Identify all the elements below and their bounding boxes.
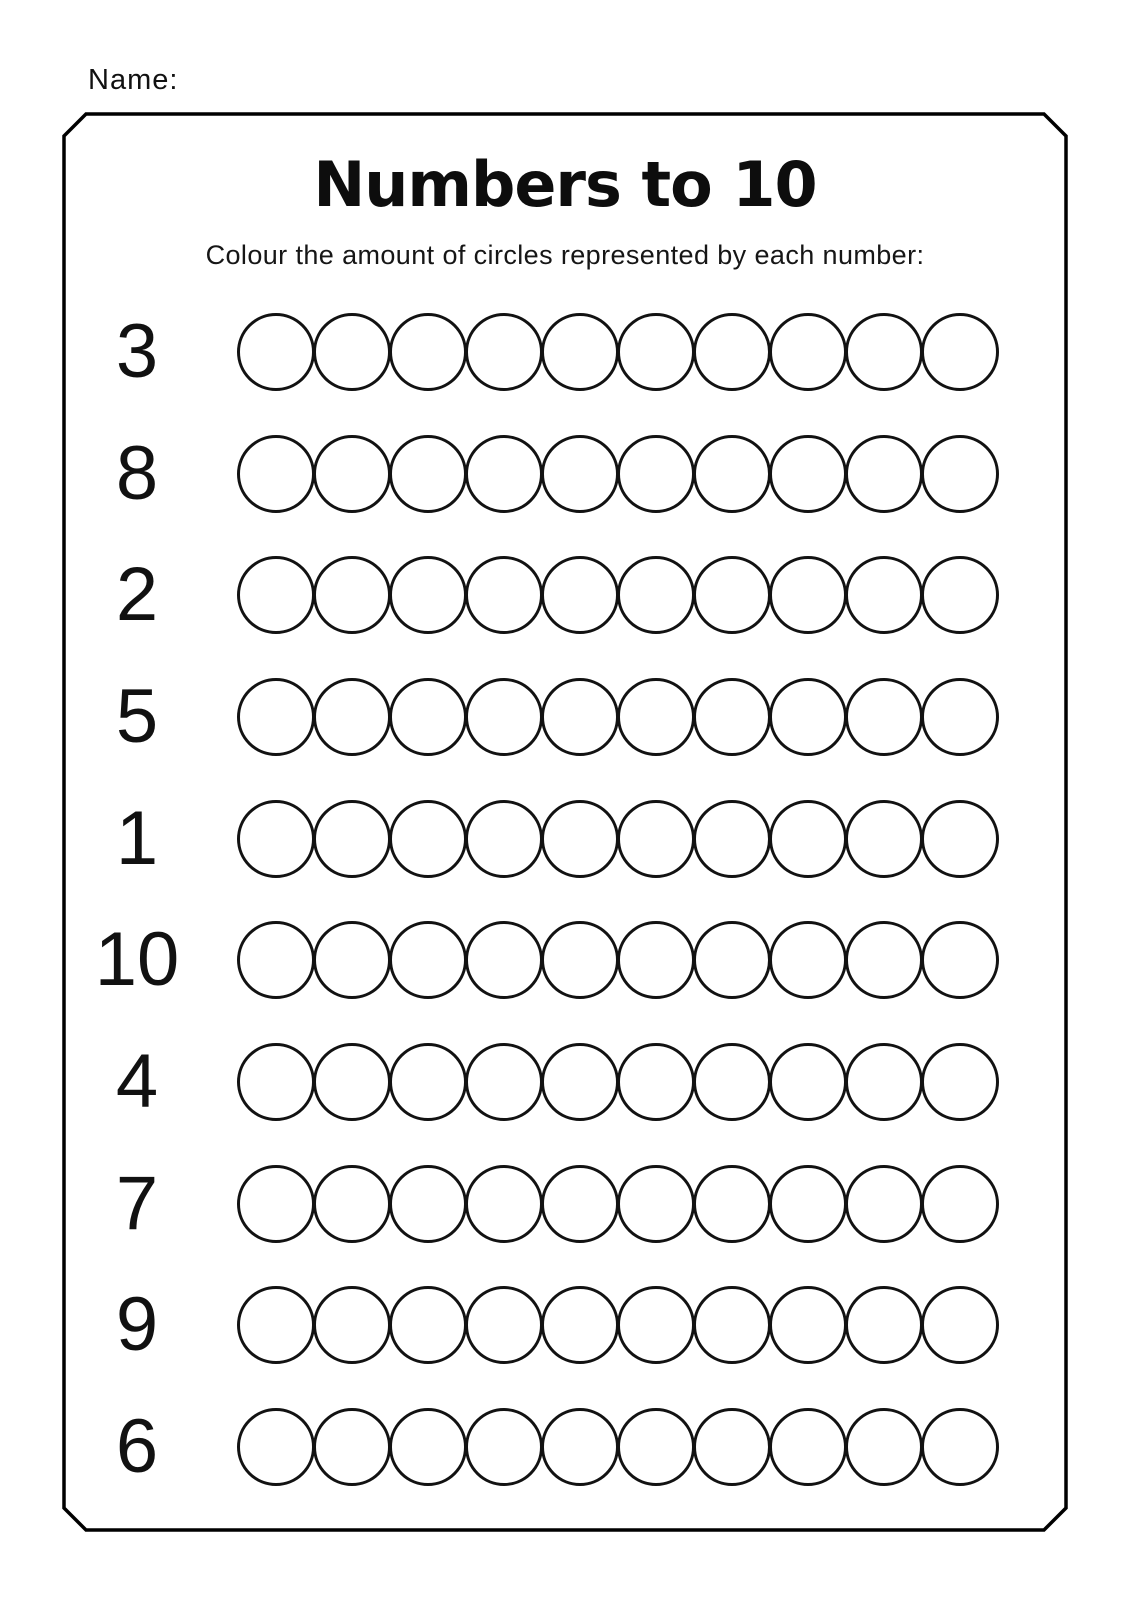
- colour-circle[interactable]: [769, 313, 847, 391]
- colour-circle[interactable]: [693, 1286, 771, 1364]
- colour-circle[interactable]: [845, 1165, 923, 1243]
- colour-circle[interactable]: [389, 800, 467, 878]
- colour-circle[interactable]: [921, 1286, 999, 1364]
- colour-circle[interactable]: [313, 1165, 391, 1243]
- colour-circle[interactable]: [769, 678, 847, 756]
- worksheet-row: [62, 778, 1068, 900]
- colour-circle[interactable]: [465, 1408, 543, 1486]
- colour-circle[interactable]: [541, 1043, 619, 1121]
- colour-circle[interactable]: [465, 435, 543, 513]
- colour-circle[interactable]: [237, 1165, 315, 1243]
- colour-circle[interactable]: [389, 678, 467, 756]
- row-number: 1: [115, 795, 159, 881]
- colour-circle[interactable]: [389, 1043, 467, 1121]
- colour-circle[interactable]: [921, 1165, 999, 1243]
- colour-circle[interactable]: [921, 313, 999, 391]
- colour-circle[interactable]: [769, 800, 847, 878]
- colour-circle[interactable]: [769, 556, 847, 634]
- colour-circle[interactable]: [845, 1286, 923, 1364]
- colour-circle[interactable]: [237, 435, 315, 513]
- colour-circle[interactable]: [693, 800, 771, 878]
- colour-circle[interactable]: [769, 1286, 847, 1364]
- colour-circle[interactable]: [541, 678, 619, 756]
- colour-circle[interactable]: [237, 921, 315, 999]
- colour-circle[interactable]: [693, 1408, 771, 1486]
- colour-circle[interactable]: [693, 556, 771, 634]
- colour-circle[interactable]: [237, 1408, 315, 1486]
- name-label: Name:: [88, 64, 179, 96]
- colour-circle[interactable]: [693, 435, 771, 513]
- colour-circle[interactable]: [313, 313, 391, 391]
- colour-circle[interactable]: [313, 921, 391, 999]
- colour-circle[interactable]: [617, 1408, 695, 1486]
- colour-circle[interactable]: [389, 435, 467, 513]
- colour-circle[interactable]: [617, 1043, 695, 1121]
- circle-row: [237, 1165, 999, 1243]
- worksheet-row: [62, 413, 1068, 535]
- colour-circle[interactable]: [541, 1165, 619, 1243]
- colour-circle[interactable]: [769, 435, 847, 513]
- colour-circle[interactable]: [617, 921, 695, 999]
- colour-circle[interactable]: [389, 313, 467, 391]
- colour-circle[interactable]: [845, 1043, 923, 1121]
- colour-circle[interactable]: [769, 921, 847, 999]
- colour-circle[interactable]: [617, 435, 695, 513]
- colour-circle[interactable]: [921, 678, 999, 756]
- worksheet-row: [62, 291, 1068, 413]
- worksheet-row: [62, 899, 1068, 1021]
- row-number: 10: [94, 917, 180, 1003]
- rows-container: [62, 291, 1068, 1508]
- colour-circle[interactable]: [845, 556, 923, 634]
- colour-circle[interactable]: [541, 921, 619, 999]
- colour-circle[interactable]: [617, 800, 695, 878]
- colour-circle[interactable]: [617, 1286, 695, 1364]
- row-number: 6: [115, 1404, 159, 1490]
- colour-circle[interactable]: [769, 1043, 847, 1121]
- colour-circle[interactable]: [237, 556, 315, 634]
- colour-circle[interactable]: [389, 1286, 467, 1364]
- colour-circle[interactable]: [693, 1043, 771, 1121]
- colour-circle[interactable]: [769, 1165, 847, 1243]
- colour-circle[interactable]: [921, 1043, 999, 1121]
- colour-circle[interactable]: [237, 678, 315, 756]
- colour-circle[interactable]: [541, 435, 619, 513]
- row-number: 4: [115, 1038, 159, 1124]
- colour-circle[interactable]: [845, 800, 923, 878]
- colour-circle[interactable]: [465, 1043, 543, 1121]
- colour-circle[interactable]: [465, 800, 543, 878]
- colour-circle[interactable]: [921, 1408, 999, 1486]
- worksheet-row: [62, 1265, 1068, 1387]
- circle-row: [237, 1286, 999, 1364]
- colour-circle[interactable]: [465, 678, 543, 756]
- colour-circle[interactable]: [465, 1286, 543, 1364]
- colour-circle[interactable]: [617, 678, 695, 756]
- circle-row: [237, 1408, 999, 1486]
- colour-circle[interactable]: [465, 921, 543, 999]
- worksheet-row: [62, 534, 1068, 656]
- worksheet-row: [62, 1021, 1068, 1143]
- colour-circle[interactable]: [313, 1408, 391, 1486]
- colour-circle[interactable]: [617, 313, 695, 391]
- circle-row: [237, 921, 999, 999]
- worksheet-frame: [62, 112, 1068, 1532]
- colour-circle[interactable]: [313, 1043, 391, 1121]
- colour-circle[interactable]: [617, 1165, 695, 1243]
- colour-circle[interactable]: [313, 678, 391, 756]
- colour-circle[interactable]: [921, 921, 999, 999]
- colour-circle[interactable]: [921, 556, 999, 634]
- colour-circle[interactable]: [237, 1043, 315, 1121]
- colour-circle[interactable]: [313, 435, 391, 513]
- worksheet-title: Numbers to 10: [313, 148, 817, 221]
- colour-circle[interactable]: [693, 313, 771, 391]
- colour-circle[interactable]: [541, 313, 619, 391]
- row-number: 2: [115, 552, 159, 638]
- colour-circle[interactable]: [389, 556, 467, 634]
- colour-circle[interactable]: [541, 1286, 619, 1364]
- colour-circle[interactable]: [389, 1165, 467, 1243]
- colour-circle[interactable]: [921, 800, 999, 878]
- colour-circle[interactable]: [845, 435, 923, 513]
- colour-circle[interactable]: [465, 1165, 543, 1243]
- colour-circle[interactable]: [313, 556, 391, 634]
- colour-circle[interactable]: [389, 1408, 467, 1486]
- colour-circle[interactable]: [693, 1165, 771, 1243]
- circle-row: [237, 678, 999, 756]
- row-number: 7: [115, 1160, 159, 1246]
- colour-circle[interactable]: [237, 1286, 315, 1364]
- colour-circle[interactable]: [693, 678, 771, 756]
- colour-circle[interactable]: [541, 800, 619, 878]
- row-number: 3: [115, 308, 159, 394]
- row-number: 5: [115, 673, 159, 759]
- circle-row: [237, 1043, 999, 1121]
- colour-circle[interactable]: [541, 1408, 619, 1486]
- worksheet-instruction: Colour the amount of circles represented by each number:: [205, 240, 925, 270]
- worksheet-row: [62, 1143, 1068, 1265]
- colour-circle[interactable]: [237, 313, 315, 391]
- colour-circle[interactable]: [237, 800, 315, 878]
- colour-circle[interactable]: [617, 556, 695, 634]
- colour-circle[interactable]: [845, 678, 923, 756]
- colour-circle[interactable]: [389, 921, 467, 999]
- colour-circle[interactable]: [845, 1408, 923, 1486]
- worksheet-row: [62, 656, 1068, 778]
- colour-circle[interactable]: [541, 556, 619, 634]
- circle-row: [237, 313, 999, 391]
- circle-row: [237, 800, 999, 878]
- colour-circle[interactable]: [693, 921, 771, 999]
- worksheet-row: [62, 1386, 1068, 1508]
- colour-circle[interactable]: [465, 556, 543, 634]
- colour-circle[interactable]: [845, 921, 923, 999]
- row-number: 9: [115, 1282, 159, 1368]
- circle-row: [237, 556, 999, 634]
- row-number: 8: [115, 430, 159, 516]
- colour-circle[interactable]: [769, 1408, 847, 1486]
- colour-circle[interactable]: [845, 313, 923, 391]
- colour-circle[interactable]: [465, 313, 543, 391]
- circle-row: [237, 435, 999, 513]
- colour-circle[interactable]: [313, 800, 391, 878]
- colour-circle[interactable]: [921, 435, 999, 513]
- colour-circle[interactable]: [313, 1286, 391, 1364]
